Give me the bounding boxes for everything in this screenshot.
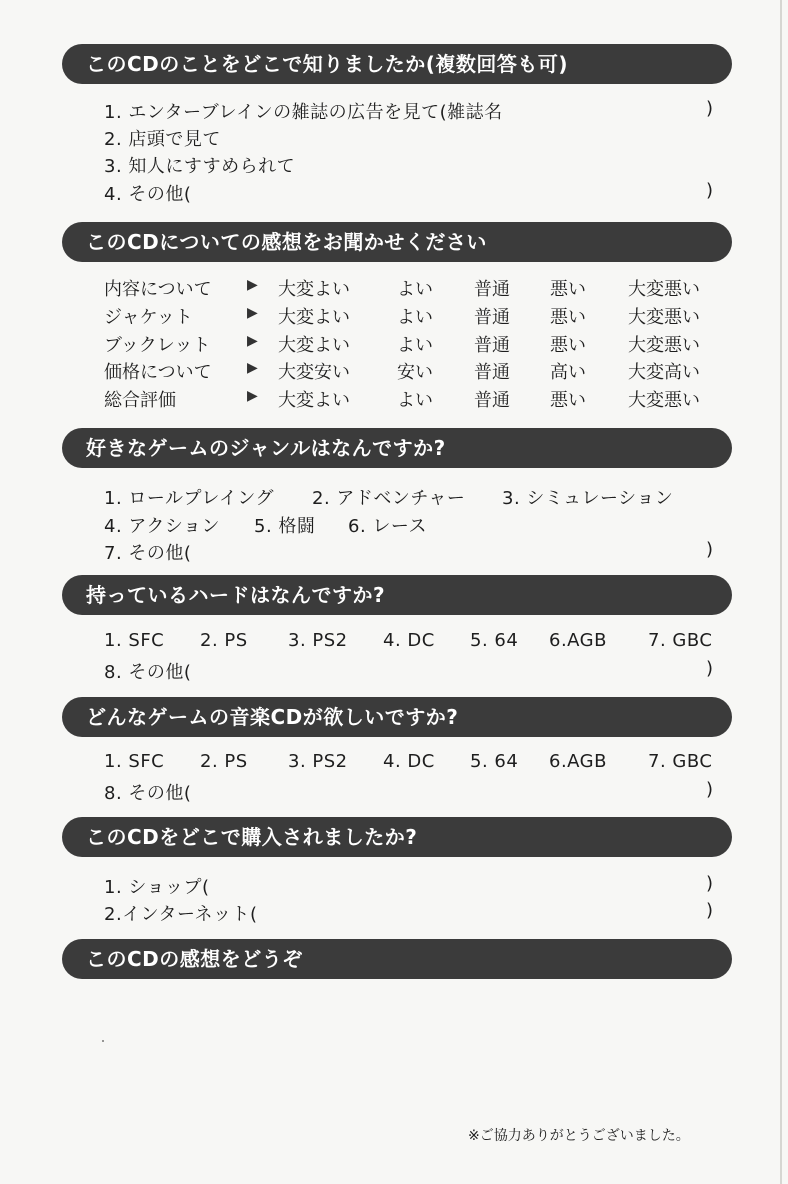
rating-choice[interactable]: 普通 [474, 335, 510, 356]
section-header-how-known: このCDのことをどこで知りましたか(複数回答も可) [62, 44, 732, 84]
triangle-icon: ▶ [247, 388, 258, 404]
rating-label: 価格について [104, 362, 212, 383]
rating-label: ジャケット [104, 307, 193, 328]
genre-option[interactable]: 2. アドベンチャー [312, 488, 466, 509]
rating-choice[interactable]: 普通 [474, 307, 510, 328]
hardware-option-other-close: ) [706, 658, 714, 679]
rating-choice[interactable]: 悪い [550, 279, 586, 300]
hardware-option[interactable]: 5. 64 [470, 630, 519, 651]
rating-choice[interactable]: よい [397, 335, 433, 356]
section-header-impressions: このCDについての感想をお聞かせください [62, 222, 732, 262]
rating-choice[interactable]: 大変安い [278, 362, 350, 383]
rating-choice[interactable]: 大変悪い [628, 307, 700, 328]
rating-choice[interactable]: 大変悪い [628, 335, 700, 356]
rating-choice[interactable]: 大変よい [278, 390, 350, 411]
hardware-option[interactable]: 6.AGB [549, 630, 607, 651]
music-option[interactable]: 5. 64 [470, 751, 519, 772]
music-option[interactable]: 6.AGB [549, 751, 607, 772]
genre-option[interactable]: 3. シミュレーション [502, 488, 674, 509]
genre-option[interactable]: 1. ロールプレイング [104, 488, 275, 509]
hardware-option[interactable]: 1. SFC [104, 630, 165, 651]
triangle-icon: ▶ [247, 305, 258, 321]
hardware-option[interactable]: 3. PS2 [288, 630, 348, 651]
rating-choice[interactable]: 大変よい [278, 335, 350, 356]
rating-choice[interactable]: 大変高い [628, 362, 700, 383]
genre-option-other-close: ) [706, 539, 714, 560]
hardware-option[interactable]: 7. GBC [648, 630, 713, 651]
triangle-icon: ▶ [247, 277, 258, 293]
purchase-option-internet[interactable]: 2.インターネット( [104, 904, 258, 925]
rating-label: 内容について [104, 279, 212, 300]
rating-choice[interactable]: 大変悪い [628, 279, 700, 300]
rating-label: 総合評価 [104, 390, 176, 411]
genre-option[interactable]: 5. 格闘 [254, 516, 316, 537]
music-option[interactable]: 2. PS [200, 751, 248, 772]
print-speck [102, 1040, 104, 1042]
option-friend[interactable]: 3. 知人にすすめられて [104, 156, 296, 177]
hardware-option-other[interactable]: 8. その他( [104, 662, 192, 683]
music-option[interactable]: 3. PS2 [288, 751, 348, 772]
rating-choice[interactable]: 高い [550, 362, 586, 383]
music-option[interactable]: 4. DC [383, 751, 435, 772]
option-other-close: ) [706, 180, 714, 201]
music-option-other-close: ) [706, 779, 714, 800]
rating-choice[interactable]: よい [397, 279, 433, 300]
section-header-comments: このCDの感想をどうぞ [62, 939, 732, 979]
music-option[interactable]: 7. GBC [648, 751, 713, 772]
genre-option[interactable]: 6. レース [348, 516, 427, 537]
hardware-option[interactable]: 4. DC [383, 630, 435, 651]
rating-choice[interactable]: 悪い [550, 307, 586, 328]
purchase-option-internet-close: ) [706, 900, 714, 921]
rating-choice[interactable]: 普通 [474, 362, 510, 383]
rating-label: ブックレット [104, 335, 211, 356]
page-edge [780, 0, 782, 1184]
option-other[interactable]: 4. その他( [104, 184, 192, 205]
option-store[interactable]: 2. 店頭で見て [104, 129, 221, 150]
purchase-option-shop[interactable]: 1. ショップ( [104, 877, 210, 898]
section-header-purchase-place: このCDをどこで購入されましたか? [62, 817, 732, 857]
rating-choice[interactable]: 大変よい [278, 279, 350, 300]
thanks-note: ※ご協力ありがとうございました。 [468, 1128, 690, 1144]
rating-choice[interactable]: 悪い [550, 390, 586, 411]
rating-choice[interactable]: 大変悪い [628, 390, 700, 411]
rating-choice[interactable]: 悪い [550, 335, 586, 356]
music-option[interactable]: 1. SFC [104, 751, 165, 772]
rating-choice[interactable]: よい [397, 390, 433, 411]
music-option-other[interactable]: 8. その他( [104, 783, 192, 804]
triangle-icon: ▶ [247, 360, 258, 376]
rating-choice[interactable]: 大変よい [278, 307, 350, 328]
triangle-icon: ▶ [247, 333, 258, 349]
option-magazine-ad-close: ) [706, 98, 714, 119]
genre-option[interactable]: 4. アクション [104, 516, 220, 537]
purchase-option-shop-close: ) [706, 873, 714, 894]
rating-choice[interactable]: 安い [397, 362, 433, 383]
section-header-wanted-music: どんなゲームの音楽CDが欲しいですか? [62, 697, 732, 737]
genre-option-other[interactable]: 7. その他( [104, 543, 192, 564]
option-magazine-ad[interactable]: 1. エンターブレインの雑誌の広告を見て(雑誌名 [104, 102, 503, 123]
hardware-option[interactable]: 2. PS [200, 630, 248, 651]
rating-choice[interactable]: 普通 [474, 279, 510, 300]
section-header-genre: 好きなゲームのジャンルはなんですか? [62, 428, 732, 468]
rating-choice[interactable]: 普通 [474, 390, 510, 411]
rating-choice[interactable]: よい [397, 307, 433, 328]
section-header-owned-hardware: 持っているハードはなんですか? [62, 575, 732, 615]
